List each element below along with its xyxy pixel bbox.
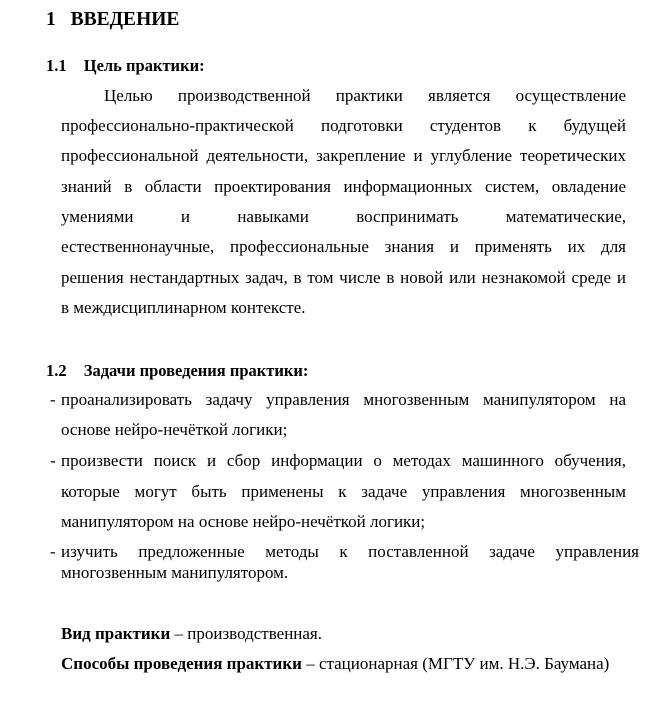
task-bullet: - (50, 542, 56, 561)
practice-type-value: производственная. (187, 624, 323, 643)
goal-paragraph-line: знаний в области проектирования информационных систем, овладение (61, 177, 626, 196)
section-heading-1-1 (46, 56, 205, 76)
task-line: изучить предложенные методы к поставленной задаче управления (61, 542, 639, 561)
section-number: 1.1 (46, 56, 67, 75)
section-heading-1-2 (46, 361, 308, 381)
practice-methods-value: стационарная (МГТУ им. Н.Э. Баумана) (318, 654, 610, 673)
chapter-heading (46, 10, 179, 30)
task-bullet: - (50, 451, 56, 470)
practice-type-label: Вид практики (61, 624, 171, 643)
chapter-number: 1 (46, 9, 56, 30)
task-line: многозвенным манипулятором. (61, 563, 289, 582)
chapter-title: ВВЕДЕНИЕ (70, 9, 180, 30)
section-number: 1.2 (46, 361, 67, 380)
goal-paragraph-line: решения нестандартных задач, в том числе в новой или незнакомой среде и (61, 268, 626, 287)
practice-methods (61, 654, 609, 674)
task-bullet: - (50, 390, 56, 409)
goal-paragraph-line: естественнонаучные, профессиональные знания и применять их для (61, 237, 626, 256)
task-line: основе нейро-нечёткой логики; (61, 420, 288, 439)
goal-paragraph-line: в междисциплинарном контексте. (61, 298, 306, 317)
section-title: Задачи проведения практики: (83, 361, 309, 380)
practice-methods-label: Способы проведения практики (61, 654, 302, 673)
task-line: проанализировать задачу управления многозвенным манипулятором на (61, 390, 626, 409)
section-title: Цель практики: (83, 56, 205, 75)
goal-paragraph-line: профессионально-практической подготовки студентов к будущей (61, 116, 626, 135)
task-line: произвести поиск и сбор информации о методах машинного обучения, (61, 451, 626, 470)
practice-type (61, 624, 322, 644)
goal-paragraph-line: профессиональной деятельности, закрепление и углубление теоретических (61, 146, 626, 165)
goal-paragraph-line: Целью производственной практики является осуществление (104, 86, 626, 105)
task-line: манипулятором на основе нейро-нечёткой логики; (61, 512, 426, 531)
goal-paragraph-line: умениями и навыками воспринимать математические, (61, 207, 626, 226)
practice-type-sep: – (170, 624, 188, 643)
task-line: которые могут быть применены к задаче управления многозвенным (61, 482, 626, 501)
practice-methods-sep: – (301, 654, 319, 673)
